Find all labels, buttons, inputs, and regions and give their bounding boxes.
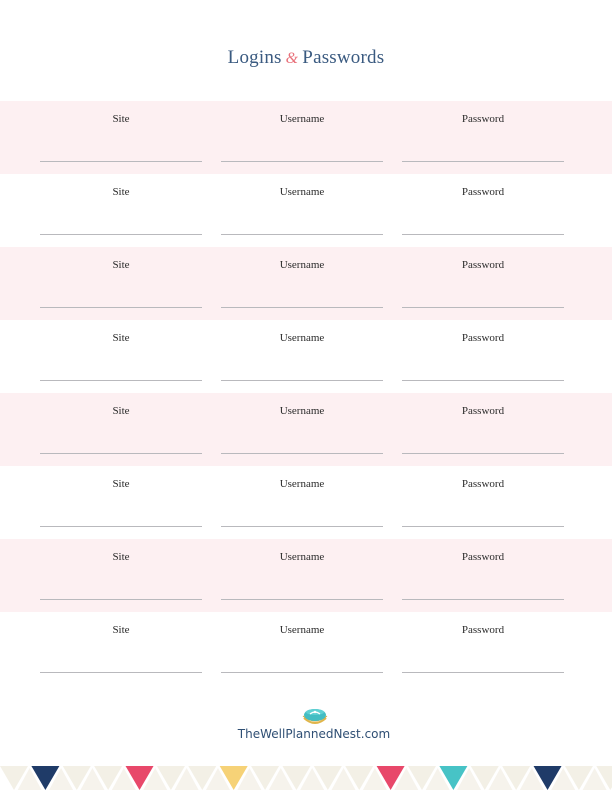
password-field	[402, 247, 564, 320]
password-write-line[interactable]	[402, 380, 564, 381]
username-field	[221, 539, 383, 612]
triangle-border	[0, 764, 612, 792]
password-field	[402, 101, 564, 174]
site-label: Site	[112, 259, 130, 271]
login-row	[0, 539, 612, 612]
site-write-line[interactable]	[40, 161, 202, 162]
login-rows	[0, 101, 612, 685]
password-label: Password	[461, 551, 505, 563]
site-label: Site	[112, 405, 130, 417]
password-label: Password	[461, 259, 505, 271]
password-write-line[interactable]	[402, 672, 564, 673]
password-field	[402, 320, 564, 393]
login-row	[0, 393, 612, 466]
site-label: Site	[112, 624, 130, 636]
site-label: Site	[112, 332, 130, 344]
username-write-line[interactable]	[221, 453, 383, 454]
username-write-line[interactable]	[221, 234, 383, 235]
site-label: Site	[112, 113, 130, 125]
username-write-line[interactable]	[221, 526, 383, 527]
username-write-line[interactable]	[221, 161, 383, 162]
site-write-line[interactable]	[40, 526, 202, 527]
password-label: Password	[461, 478, 505, 490]
title-ampersand: &	[285, 50, 299, 67]
username-write-line[interactable]	[221, 307, 383, 308]
site-label: Site	[112, 478, 130, 490]
site-field	[40, 247, 202, 320]
password-write-line[interactable]	[402, 599, 564, 600]
password-field	[402, 466, 564, 539]
password-label: Password	[461, 113, 505, 125]
username-write-line[interactable]	[221, 380, 383, 381]
site-write-line[interactable]	[40, 234, 202, 235]
login-row	[0, 174, 612, 247]
site-field	[40, 101, 202, 174]
password-write-line[interactable]	[402, 234, 564, 235]
page-title	[0, 47, 612, 69]
brand-website: TheWellPlannedNest.com	[237, 727, 391, 741]
username-label: Username	[279, 624, 325, 636]
username-field	[221, 101, 383, 174]
site-field	[40, 174, 202, 247]
username-field	[221, 247, 383, 320]
site-write-line[interactable]	[40, 453, 202, 454]
username-label: Username	[279, 259, 325, 271]
password-field	[402, 174, 564, 247]
title-part-2: Passwords	[302, 47, 385, 68]
username-label: Username	[279, 478, 325, 490]
username-write-line[interactable]	[221, 672, 383, 673]
password-field	[402, 393, 564, 466]
login-row	[0, 320, 612, 393]
username-write-line[interactable]	[221, 599, 383, 600]
password-field	[402, 612, 564, 685]
site-write-line[interactable]	[40, 672, 202, 673]
site-label: Site	[112, 186, 130, 198]
username-label: Username	[279, 186, 325, 198]
username-field	[221, 174, 383, 247]
username-field	[221, 393, 383, 466]
login-row	[0, 101, 612, 174]
login-row	[0, 466, 612, 539]
password-write-line[interactable]	[402, 526, 564, 527]
password-label: Password	[461, 405, 505, 417]
username-field	[221, 466, 383, 539]
username-label: Username	[279, 113, 325, 125]
password-label: Password	[461, 186, 505, 198]
site-write-line[interactable]	[40, 599, 202, 600]
login-row	[0, 247, 612, 320]
password-label: Password	[461, 332, 505, 344]
title-part-1: Logins	[227, 47, 282, 68]
password-write-line[interactable]	[402, 307, 564, 308]
site-write-line[interactable]	[40, 380, 202, 381]
password-field	[402, 539, 564, 612]
site-field	[40, 466, 202, 539]
site-field	[40, 612, 202, 685]
username-field	[221, 612, 383, 685]
site-label: Site	[112, 551, 130, 563]
site-field	[40, 393, 202, 466]
username-label: Username	[279, 551, 325, 563]
site-write-line[interactable]	[40, 307, 202, 308]
nest-logo-icon	[301, 706, 329, 728]
password-write-line[interactable]	[402, 453, 564, 454]
username-label: Username	[279, 405, 325, 417]
login-row	[0, 612, 612, 685]
username-field	[221, 320, 383, 393]
site-field	[40, 539, 202, 612]
username-label: Username	[279, 332, 325, 344]
site-field	[40, 320, 202, 393]
password-write-line[interactable]	[402, 161, 564, 162]
password-label: Password	[461, 624, 505, 636]
